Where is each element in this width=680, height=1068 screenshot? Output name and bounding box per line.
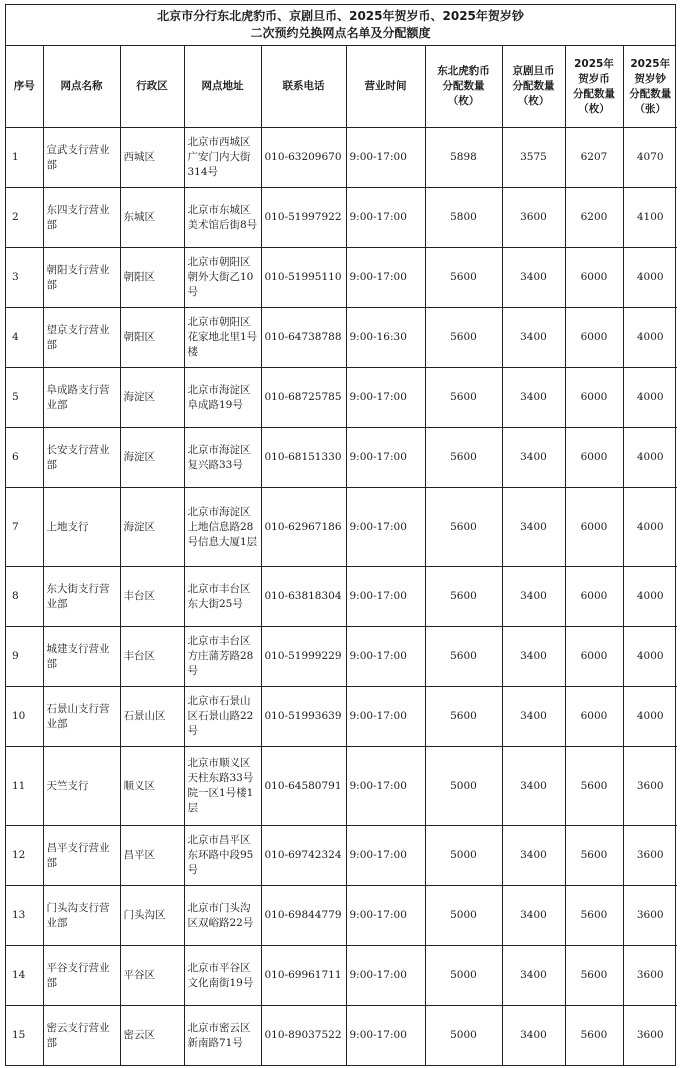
table-row bbox=[6, 747, 677, 826]
opera-coin-quota: 3575 bbox=[502, 128, 565, 188]
business-hours: 9:00-17:00 bbox=[346, 826, 425, 886]
branch-address: 北京市石景山区石景山路22号 bbox=[184, 687, 261, 747]
row-index: 8 bbox=[6, 567, 43, 627]
business-hours: 9:00-17:00 bbox=[346, 428, 425, 488]
phone-number: 010-68725785 bbox=[261, 368, 346, 428]
new-year-note-quota: 4000 bbox=[623, 488, 677, 567]
branch-address: 北京市海淀区上地信息路28号信息大厦1层 bbox=[184, 488, 261, 567]
branch-name: 长安支行营业部 bbox=[43, 428, 120, 488]
branch-name: 朝阳支行营业部 bbox=[43, 248, 120, 308]
tiger-leopard-coin-quota: 5600 bbox=[425, 627, 502, 687]
table-body bbox=[6, 128, 677, 1066]
new-year-note-quota: 4000 bbox=[623, 368, 677, 428]
opera-coin-quota: 3400 bbox=[502, 1006, 565, 1066]
new-year-note-quota: 4070 bbox=[623, 128, 677, 188]
tiger-leopard-coin-quota: 5600 bbox=[425, 368, 502, 428]
table-row bbox=[6, 687, 677, 747]
district: 西城区 bbox=[120, 128, 184, 188]
row-index: 2 bbox=[6, 188, 43, 248]
header-col-index bbox=[6, 46, 43, 128]
phone-number: 010-69844779 bbox=[261, 886, 346, 946]
phone-number: 010-63818304 bbox=[261, 567, 346, 627]
district: 顺义区 bbox=[120, 747, 184, 826]
header-text: 联系电话 bbox=[282, 80, 325, 92]
new-year-note-quota: 4000 bbox=[623, 687, 677, 747]
phone-number: 010-69961711 bbox=[261, 946, 346, 1006]
opera-coin-quota: 3400 bbox=[502, 567, 565, 627]
new-year-coin-quota: 6000 bbox=[565, 567, 623, 627]
header-text: 分配数量 bbox=[442, 80, 485, 92]
phone-number: 010-51999229 bbox=[261, 627, 346, 687]
header-col-district bbox=[120, 46, 184, 128]
new-year-coin-quota: 5600 bbox=[565, 1006, 623, 1066]
branch-name: 天竺支行 bbox=[43, 747, 120, 826]
table-row bbox=[6, 826, 677, 886]
header-col-branch-name bbox=[43, 46, 120, 128]
row-index: 13 bbox=[6, 886, 43, 946]
new-year-note-quota: 4000 bbox=[623, 627, 677, 687]
opera-coin-quota: 3400 bbox=[502, 886, 565, 946]
branch-name: 城建支行营业部 bbox=[43, 627, 120, 687]
new-year-coin-quota: 5600 bbox=[565, 886, 623, 946]
tiger-leopard-coin-quota: 5600 bbox=[425, 687, 502, 747]
header-col-tiger-leopard-coin bbox=[425, 46, 502, 128]
branch-name: 平谷支行营业部 bbox=[43, 946, 120, 1006]
tiger-leopard-coin-quota: 5000 bbox=[425, 946, 502, 1006]
header-text: 2025年 bbox=[574, 57, 614, 70]
branch-address: 北京市西城区广安门内大街314号 bbox=[184, 128, 261, 188]
opera-coin-quota: 3400 bbox=[502, 428, 565, 488]
phone-number: 010-51993639 bbox=[261, 687, 346, 747]
branch-name: 门头沟支行营业部 bbox=[43, 886, 120, 946]
business-hours: 9:00-17:00 bbox=[346, 1006, 425, 1066]
allocation-sheet bbox=[5, 4, 676, 1066]
header-col-address bbox=[184, 46, 261, 128]
branch-name: 上地支行 bbox=[43, 488, 120, 567]
tiger-leopard-coin-quota: 5000 bbox=[425, 1006, 502, 1066]
table-row bbox=[6, 308, 677, 368]
table-row bbox=[6, 188, 677, 248]
district: 平谷区 bbox=[120, 946, 184, 1006]
tiger-leopard-coin-quota: 5000 bbox=[425, 747, 502, 826]
branch-address: 北京市海淀区阜成路19号 bbox=[184, 368, 261, 428]
header-text: 2025年 bbox=[630, 57, 671, 70]
new-year-coin-quota: 5600 bbox=[565, 826, 623, 886]
branch-name: 望京支行营业部 bbox=[43, 308, 120, 368]
opera-coin-quota: 3400 bbox=[502, 747, 565, 826]
row-index: 11 bbox=[6, 747, 43, 826]
branch-name: 阜成路支行营业部 bbox=[43, 368, 120, 428]
business-hours: 9:00-17:00 bbox=[346, 747, 425, 826]
header-text: 序号 bbox=[13, 80, 35, 92]
branch-address: 北京市丰台区方庄蒲芳路28号 bbox=[184, 627, 261, 687]
new-year-coin-quota: 6000 bbox=[565, 488, 623, 567]
header-text: 网点地址 bbox=[201, 80, 244, 92]
branch-address: 北京市密云区新南路71号 bbox=[184, 1006, 261, 1066]
branch-name: 密云支行营业部 bbox=[43, 1006, 120, 1066]
opera-coin-quota: 3400 bbox=[502, 368, 565, 428]
new-year-coin-quota: 6000 bbox=[565, 368, 623, 428]
table-row bbox=[6, 368, 677, 428]
table-row bbox=[6, 1006, 677, 1066]
phone-number: 010-89037522 bbox=[261, 1006, 346, 1066]
header-text: 分配数量 bbox=[573, 87, 615, 100]
phone-number: 010-51997922 bbox=[261, 188, 346, 248]
opera-coin-quota: 3400 bbox=[502, 946, 565, 1006]
new-year-note-quota: 3600 bbox=[636, 1029, 664, 1041]
district: 密云区 bbox=[120, 1006, 184, 1066]
table-row bbox=[6, 128, 677, 188]
header-text: 网点名称 bbox=[60, 80, 103, 92]
row-index: 10 bbox=[6, 687, 43, 747]
opera-coin-quota: 3400 bbox=[502, 687, 565, 747]
header-col-2025-coin bbox=[565, 46, 623, 128]
header-text: 分配数量 bbox=[512, 80, 555, 92]
branch-name: 东四支行营业部 bbox=[43, 188, 120, 248]
business-hours: 9:00-17:00 bbox=[346, 488, 425, 567]
header-text: 京剧旦币 bbox=[512, 65, 555, 77]
phone-number: 010-51995110 bbox=[261, 248, 346, 308]
table-row bbox=[6, 248, 677, 308]
branch-address: 北京市昌平区东环路中段95号 bbox=[184, 826, 261, 886]
table-header-row bbox=[6, 46, 677, 128]
row-index: 12 bbox=[6, 826, 43, 886]
tiger-leopard-coin-quota: 5600 bbox=[425, 488, 502, 567]
row-index: 15 bbox=[6, 1006, 43, 1066]
title-line-1: 北京市分行东北虎豹币、京剧旦币、2025年贺岁币、2025年贺岁钞 bbox=[157, 9, 524, 23]
header-text: 分配数量 bbox=[629, 87, 672, 100]
table-row bbox=[6, 946, 677, 1006]
branch-name: 昌平支行营业部 bbox=[43, 826, 120, 886]
row-index: 14 bbox=[6, 946, 43, 1006]
tiger-leopard-coin-quota: 5600 bbox=[425, 248, 502, 308]
row-index: 9 bbox=[6, 627, 43, 687]
tiger-leopard-coin-quota: 5600 bbox=[425, 308, 502, 368]
district: 朝阳区 bbox=[120, 248, 184, 308]
opera-coin-quota: 3400 bbox=[502, 826, 565, 886]
district: 海淀区 bbox=[120, 488, 184, 567]
header-text: （枚） bbox=[447, 95, 480, 107]
district: 石景山区 bbox=[120, 687, 184, 747]
phone-number: 010-64738788 bbox=[261, 308, 346, 368]
opera-coin-quota: 3400 bbox=[502, 248, 565, 308]
branch-address: 北京市平谷区文化南街19号 bbox=[184, 946, 261, 1006]
header-col-opera-coin bbox=[502, 46, 565, 128]
phone-number: 010-69742324 bbox=[261, 826, 346, 886]
new-year-coin-quota: 6000 bbox=[565, 687, 623, 747]
business-hours: 9:00-17:00 bbox=[346, 627, 425, 687]
new-year-coin-quota: 6000 bbox=[565, 248, 623, 308]
table-row bbox=[6, 567, 677, 627]
district: 海淀区 bbox=[120, 368, 184, 428]
tiger-leopard-coin-quota: 5000 bbox=[425, 826, 502, 886]
new-year-coin-quota: 6207 bbox=[565, 128, 623, 188]
tiger-leopard-coin-quota: 5800 bbox=[425, 188, 502, 248]
header-col-2025-note bbox=[623, 46, 677, 128]
new-year-note-quota: 3600 bbox=[623, 946, 677, 1006]
branch-address: 北京市门头沟区双峪路22号 bbox=[184, 886, 261, 946]
document-title bbox=[6, 5, 675, 46]
tiger-leopard-coin-quota: 5600 bbox=[425, 428, 502, 488]
branch-address: 北京市丰台区东大街25号 bbox=[184, 567, 261, 627]
table-row bbox=[6, 488, 677, 567]
phone-number: 010-68151330 bbox=[261, 428, 346, 488]
table-row bbox=[6, 428, 677, 488]
opera-coin-quota: 3600 bbox=[502, 188, 565, 248]
row-index: 1 bbox=[6, 128, 43, 188]
new-year-note-quota: 4000 bbox=[623, 308, 677, 368]
business-hours: 9:00-17:00 bbox=[346, 188, 425, 248]
new-year-note-quota: 4000 bbox=[623, 428, 677, 488]
opera-coin-quota: 3400 bbox=[502, 488, 565, 567]
header-text: （张） bbox=[634, 102, 666, 115]
business-hours: 9:00-17:00 bbox=[346, 567, 425, 627]
new-year-coin-quota: 5600 bbox=[565, 946, 623, 1006]
new-year-note-quota: 4100 bbox=[623, 188, 677, 248]
opera-coin-quota: 3400 bbox=[502, 627, 565, 687]
business-hours: 9:00-17:00 bbox=[346, 946, 425, 1006]
phone-number: 010-62967186 bbox=[261, 488, 346, 567]
business-hours: 9:00-16:30 bbox=[346, 308, 425, 368]
new-year-coin-quota: 6000 bbox=[565, 308, 623, 368]
new-year-coin-quota: 6000 bbox=[565, 627, 623, 687]
header-col-phone bbox=[261, 46, 346, 128]
business-hours: 9:00-17:00 bbox=[346, 368, 425, 428]
header-text: （枚） bbox=[578, 102, 610, 115]
header-text: （枚） bbox=[517, 95, 550, 107]
table-row bbox=[6, 627, 677, 687]
new-year-coin-quota: 6000 bbox=[565, 428, 623, 488]
district: 门头沟区 bbox=[120, 886, 184, 946]
new-year-note-quota: 4000 bbox=[623, 567, 677, 627]
new-year-note-quota: 4000 bbox=[623, 248, 677, 308]
branch-name: 石景山支行营业部 bbox=[43, 687, 120, 747]
business-hours: 9:00-17:00 bbox=[346, 886, 425, 946]
branch-address: 北京市东城区美术馆后街8号 bbox=[184, 188, 261, 248]
branch-allocation-table bbox=[6, 46, 677, 1065]
district: 丰台区 bbox=[120, 567, 184, 627]
branch-address: 北京市朝阳区朝外大街乙10号 bbox=[184, 248, 261, 308]
table-row bbox=[6, 886, 677, 946]
header-col-hours bbox=[346, 46, 425, 128]
header-text: 贺岁币 bbox=[578, 72, 610, 85]
row-index: 5 bbox=[6, 368, 43, 428]
tiger-leopard-coin-quota: 5000 bbox=[425, 886, 502, 946]
district: 朝阳区 bbox=[120, 308, 184, 368]
tiger-leopard-coin-quota: 5898 bbox=[425, 128, 502, 188]
business-hours: 9:00-17:00 bbox=[346, 248, 425, 308]
district: 昌平区 bbox=[120, 826, 184, 886]
district: 丰台区 bbox=[120, 627, 184, 687]
district: 海淀区 bbox=[120, 428, 184, 488]
branch-address: 北京市朝阳区花家地北里1号楼 bbox=[184, 308, 261, 368]
new-year-note-quota: 3600 bbox=[623, 826, 677, 886]
phone-number: 010-64580791 bbox=[261, 747, 346, 826]
new-year-coin-quota: 5600 bbox=[565, 747, 623, 826]
branch-address: 北京市顺义区天柱东路33号院一区1号楼1层 bbox=[184, 747, 261, 826]
row-index: 4 bbox=[6, 308, 43, 368]
new-year-coin-quota: 6200 bbox=[565, 188, 623, 248]
business-hours: 9:00-17:00 bbox=[346, 687, 425, 747]
branch-name: 宣武支行营业部 bbox=[43, 128, 120, 188]
row-index: 6 bbox=[6, 428, 43, 488]
header-text: 贺岁钞 bbox=[634, 72, 666, 85]
district: 东城区 bbox=[120, 188, 184, 248]
business-hours: 9:00-17:00 bbox=[346, 128, 425, 188]
new-year-note-quota: 3600 bbox=[623, 747, 677, 826]
row-index: 7 bbox=[6, 488, 43, 567]
tiger-leopard-coin-quota: 5600 bbox=[425, 567, 502, 627]
header-text: 营业时间 bbox=[364, 80, 407, 92]
new-year-note-quota: 3600 bbox=[623, 886, 677, 946]
opera-coin-quota: 3400 bbox=[502, 308, 565, 368]
header-text: 行政区 bbox=[136, 80, 168, 92]
phone-number: 010-63209670 bbox=[261, 128, 346, 188]
header-text: 东北虎豹币 bbox=[437, 65, 490, 77]
branch-address: 北京市海淀区复兴路33号 bbox=[184, 428, 261, 488]
branch-name: 东大街支行营业部 bbox=[43, 567, 120, 627]
title-line-2: 二次预约兑换网点名单及分配额度 bbox=[250, 26, 431, 40]
row-index: 3 bbox=[6, 248, 43, 308]
